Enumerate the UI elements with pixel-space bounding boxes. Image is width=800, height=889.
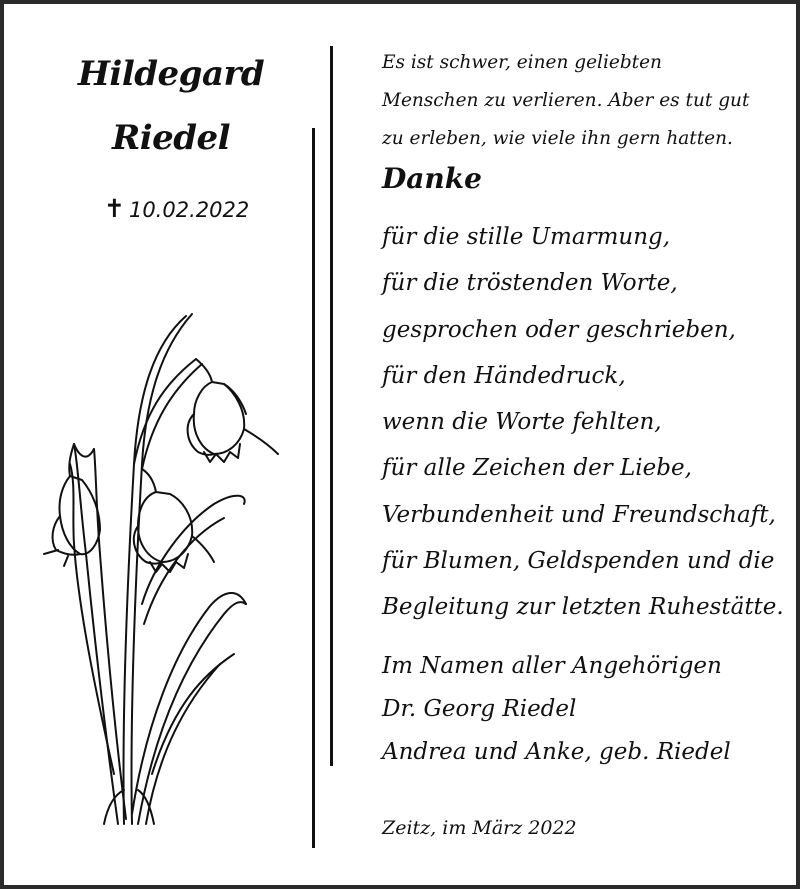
intro-line: Menschen zu verlieren. Aber es tut gut xyxy=(382,90,750,111)
thanks-line: für die stille Umarmung, xyxy=(382,224,671,250)
intro-line: Es ist schwer, einen geliebten xyxy=(382,52,662,73)
thanks-line: Begleitung zur letzten Ruhestätte. xyxy=(382,594,784,621)
intro-verse xyxy=(382,44,782,158)
death-date-line xyxy=(104,194,249,223)
deceased-first-name: Hildegard xyxy=(77,54,265,94)
death-date: 10.02.2022 xyxy=(128,198,250,222)
thanks-line: für den Händedruck, xyxy=(382,362,626,389)
signature-line: Dr. Georg Riedel xyxy=(382,696,577,722)
thanks-line: für die tröstenden Worte, xyxy=(382,270,678,297)
divider-line-left xyxy=(312,128,315,848)
thanks-heading: Danke xyxy=(382,162,482,195)
deceased-last-name: Riedel xyxy=(111,118,231,158)
thanks-line: für Blumen, Geldspenden und die xyxy=(382,548,775,575)
snowdrop-flowers-illustration xyxy=(34,304,284,834)
signature-line: Andrea und Anke, geb. Riedel xyxy=(382,739,731,765)
place-date: Zeitz, im März 2022 xyxy=(382,817,577,839)
signature-block xyxy=(382,645,792,774)
signature-line: Im Namen aller Angehörigen xyxy=(382,653,722,679)
thanks-line: für alle Zeichen der Liebe, xyxy=(382,455,692,482)
thanks-line: Verbundenheit und Freundschaft, xyxy=(382,501,776,528)
intro-line: zu erleben, wie viele ihn gern hatten. xyxy=(382,128,733,149)
cross-icon: ✝ xyxy=(104,194,125,223)
divider-line-right xyxy=(330,46,333,766)
thanks-line: gesprochen oder geschrieben, xyxy=(382,316,736,343)
thanks-list xyxy=(382,214,792,631)
thanks-line: wenn die Worte fehlten, xyxy=(382,409,662,436)
